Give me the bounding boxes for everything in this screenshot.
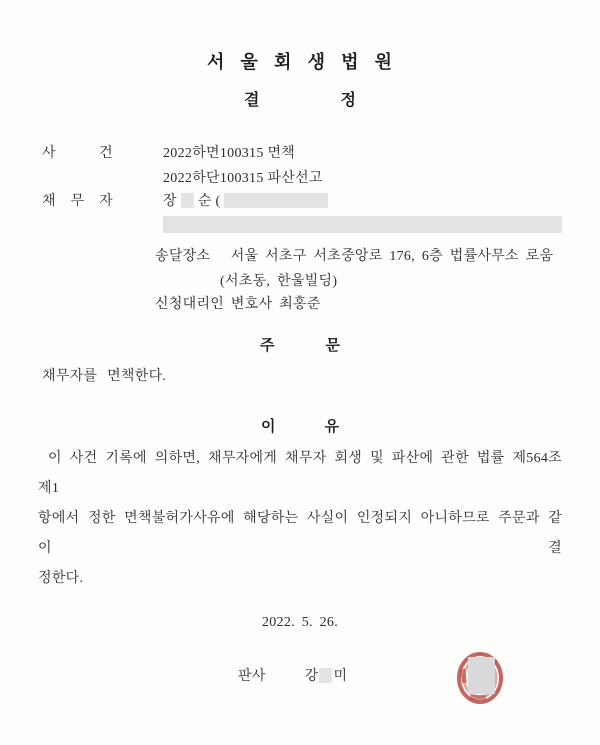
decision-date: 2022. 5. 26. — [261, 615, 339, 630]
case-number-1: 2022하면100315 면책 — [163, 146, 296, 161]
reason-line-2: 항에서 정한 면책불허가사유에 해당하는 사실이 인정되지 아니하므로 주문과 같이 결 — [38, 511, 562, 556]
judge-seal-stamp — [456, 651, 504, 710]
redaction-box-debtor-address — [163, 216, 562, 233]
redaction-box-debtor-id — [224, 193, 328, 208]
judge-row — [238, 665, 347, 685]
service-address-line2: (서초동, 한울빌딩) — [220, 274, 338, 289]
court-name-title: 서 울 회 생 법 원 — [207, 52, 393, 72]
case-label: 사 건 — [42, 146, 113, 161]
order-text: 채무자를 면책한다. — [42, 369, 167, 384]
reason-line-1: 이 사건 기록에 의하면, 채무자에게 채무자 회생 및 파산에 관한 법률 제564조 제1 — [38, 451, 562, 496]
case-number-2: 2022하단100315 파산선고 — [163, 171, 323, 186]
debtor-given-name: 순 ( — [197, 194, 221, 209]
reason-line-3: 정한다. — [38, 571, 84, 586]
debtor-label: 채 무 자 — [42, 194, 113, 209]
reason-heading: 이 유 — [261, 419, 339, 435]
judge-given-name: 미 — [333, 669, 348, 684]
reason-paragraph — [38, 444, 562, 594]
redaction-box-debtor-name — [181, 193, 194, 208]
judge-label: 판사 — [238, 669, 266, 684]
order-heading: 주 문 — [260, 338, 340, 354]
document-type-title: 결 정 — [244, 92, 356, 109]
service-address-line1: 송달장소 서울 서초구 서초중앙로 176, 6층 법률사무소 로움 — [155, 249, 554, 264]
attorney-line: 신청대리인 변호사 최홍준 — [155, 297, 321, 312]
debtor-surname: 장 — [163, 194, 177, 209]
debtor-name-row — [163, 190, 328, 210]
judge-surname: 강 — [304, 669, 319, 684]
seal-icon — [456, 651, 504, 705]
redaction-box-judge-name — [319, 668, 332, 683]
